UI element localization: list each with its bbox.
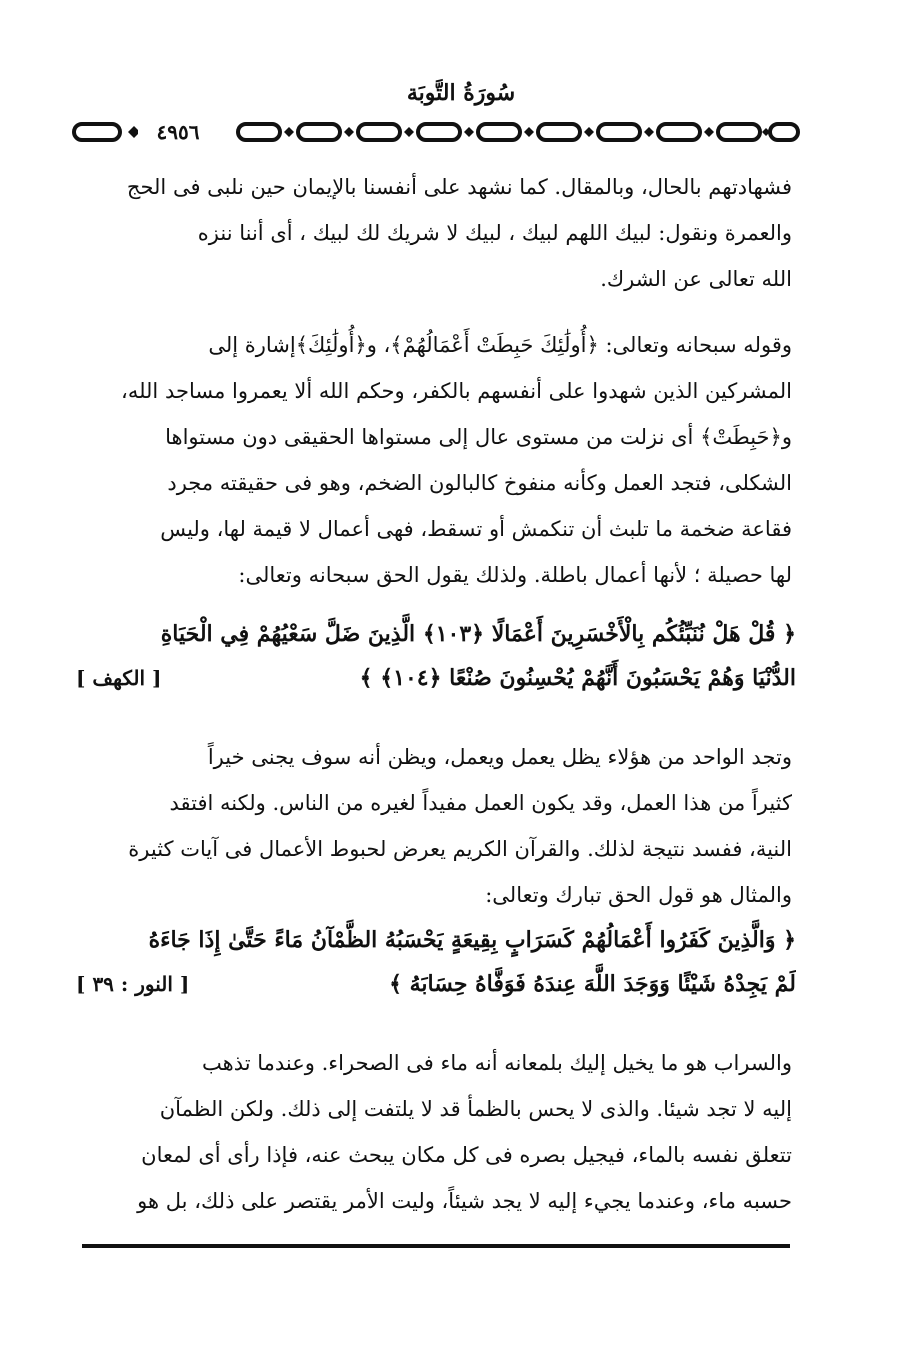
quran-verse-nur — [76, 918, 796, 1006]
verse-text: الدُّنْيَا وَهُمْ يَحْسَبُونَ أَنَّهُمْ يُحْسِنُونَ صُنْعًا ﴿١٠٤﴾ ﴾ — [359, 665, 796, 691]
paragraph-3 — [80, 734, 792, 918]
text-line: المشركين الذين شهدوا على أنفسهم بالكفر، وحكم الله ألا يعمروا مساجد الله، — [121, 379, 792, 403]
page-number: ٤٩٥٦ — [138, 120, 218, 144]
verse-reference: [ النور : ٣٩ ] — [76, 972, 190, 996]
text-line: تتعلق نفسه بالماء، فيجيل بصره فى كل مكان يبحث عنه، فإذا رأى أى لمعان — [141, 1143, 792, 1167]
text-line: الشكلى، فتجد العمل وكأنه منفوخ كالبالون الضخم، وهو فى حقيقته مجرد — [167, 471, 792, 495]
text-line: وتجد الواحد من هؤلاء يظل يعمل ويعمل، ويظن أنه سوف يجنى خيراً — [207, 745, 792, 769]
verse-line-with-ref — [76, 656, 796, 700]
text-line: و﴿حَبِطَتْ﴾ أى نزلت من مستوى عال إلى مستواها الحقيقى دون مستواها — [165, 425, 792, 449]
text-line: كثيراً من هذا العمل، وقد يكون العمل مفيداً لغيره من الناس. ولكنه افتقد — [169, 791, 792, 815]
quran-verse-kahf — [76, 612, 796, 700]
paragraph-2 — [80, 322, 792, 598]
text-line: فقاعة ضخمة ما تلبث أن تنكمش أو تسقط، فهى أعمال لا قيمة لها، وليس — [160, 517, 792, 541]
verse-reference: [ الكهف ] — [76, 666, 162, 690]
text-line: والسراب هو ما يخيل إليك بلمعانه أنه ماء فى الصحراء. وعندما تذهب — [202, 1051, 792, 1075]
text-line: لها حصيلة ؛ لأنها أعمال باطلة. ولذلك يقول الحق سبحانه وتعالى: — [238, 563, 792, 587]
text-line: والمثال هو قول الحق تبارك وتعالى: — [485, 883, 792, 907]
footer-divider — [82, 1244, 790, 1248]
text-line: النية، ففسد نتيجة لذلك. والقرآن الكريم يعرض لحبوط الأعمال فى آيات كثيرة — [128, 837, 792, 861]
verse-line: ﴿ وَالَّذِينَ كَفَرُوا أَعْمَالُهُمْ كَسَرَابٍ بِقِيعَةٍ يَحْسَبُهُ الظَّمْآنُ مَاءً حَتَّىٰ إِذَا جَاءَهُ — [148, 927, 796, 953]
verse-line-with-ref — [76, 962, 796, 1006]
text-line: الله تعالى عن الشرك. — [600, 267, 792, 291]
text-line: إليه لا تجد شيئا. والذى لا يحس بالظمأ قد لا يلتفت إلى ذلك. ولكن الظمآن — [159, 1097, 792, 1121]
text-line: فشهادتهم بالحال، وبالمقال. كما نشهد على أنفسنا بالإيمان حين نلبى فى الحج — [126, 175, 792, 199]
verse-text: لَمْ يَجِدْهُ شَيْئًا وَوَجَدَ اللَّهَ عِندَهُ فَوَفَّاهُ حِسَابَهُ ﴾ — [389, 971, 796, 997]
verse-line: ﴿ قُلْ هَلْ نُنَبِّئُكُم بِالْأَخْسَرِينَ أَعْمَالًا ﴿١٠٣﴾ الَّذِينَ ضَلَّ سَعْيُهُمْ فِي الْحَيَاةِ — [160, 621, 796, 647]
surah-title: سُورَةُ التَّوبَة — [406, 80, 516, 106]
text-line: وقوله سبحانه وتعالى: ﴿أُولَٰئِكَ حَبِطَتْ أَعْمَالُهُمْ﴾، و﴿أُولَٰئِكَ﴾إشارة إلى — [208, 333, 792, 357]
paragraph-1 — [80, 164, 792, 302]
text-line: حسبه ماء، وعندما يجيء إليه لا يجد شيئاً، وليت الأمر يقتصر على ذلك، بل هو — [137, 1189, 792, 1213]
text-line: والعمرة ونقول: لبيك اللهم لبيك ، لبيك لا شريك لك لبيك ، أى أننا ننزه — [197, 221, 792, 245]
paragraph-4 — [80, 1040, 792, 1224]
